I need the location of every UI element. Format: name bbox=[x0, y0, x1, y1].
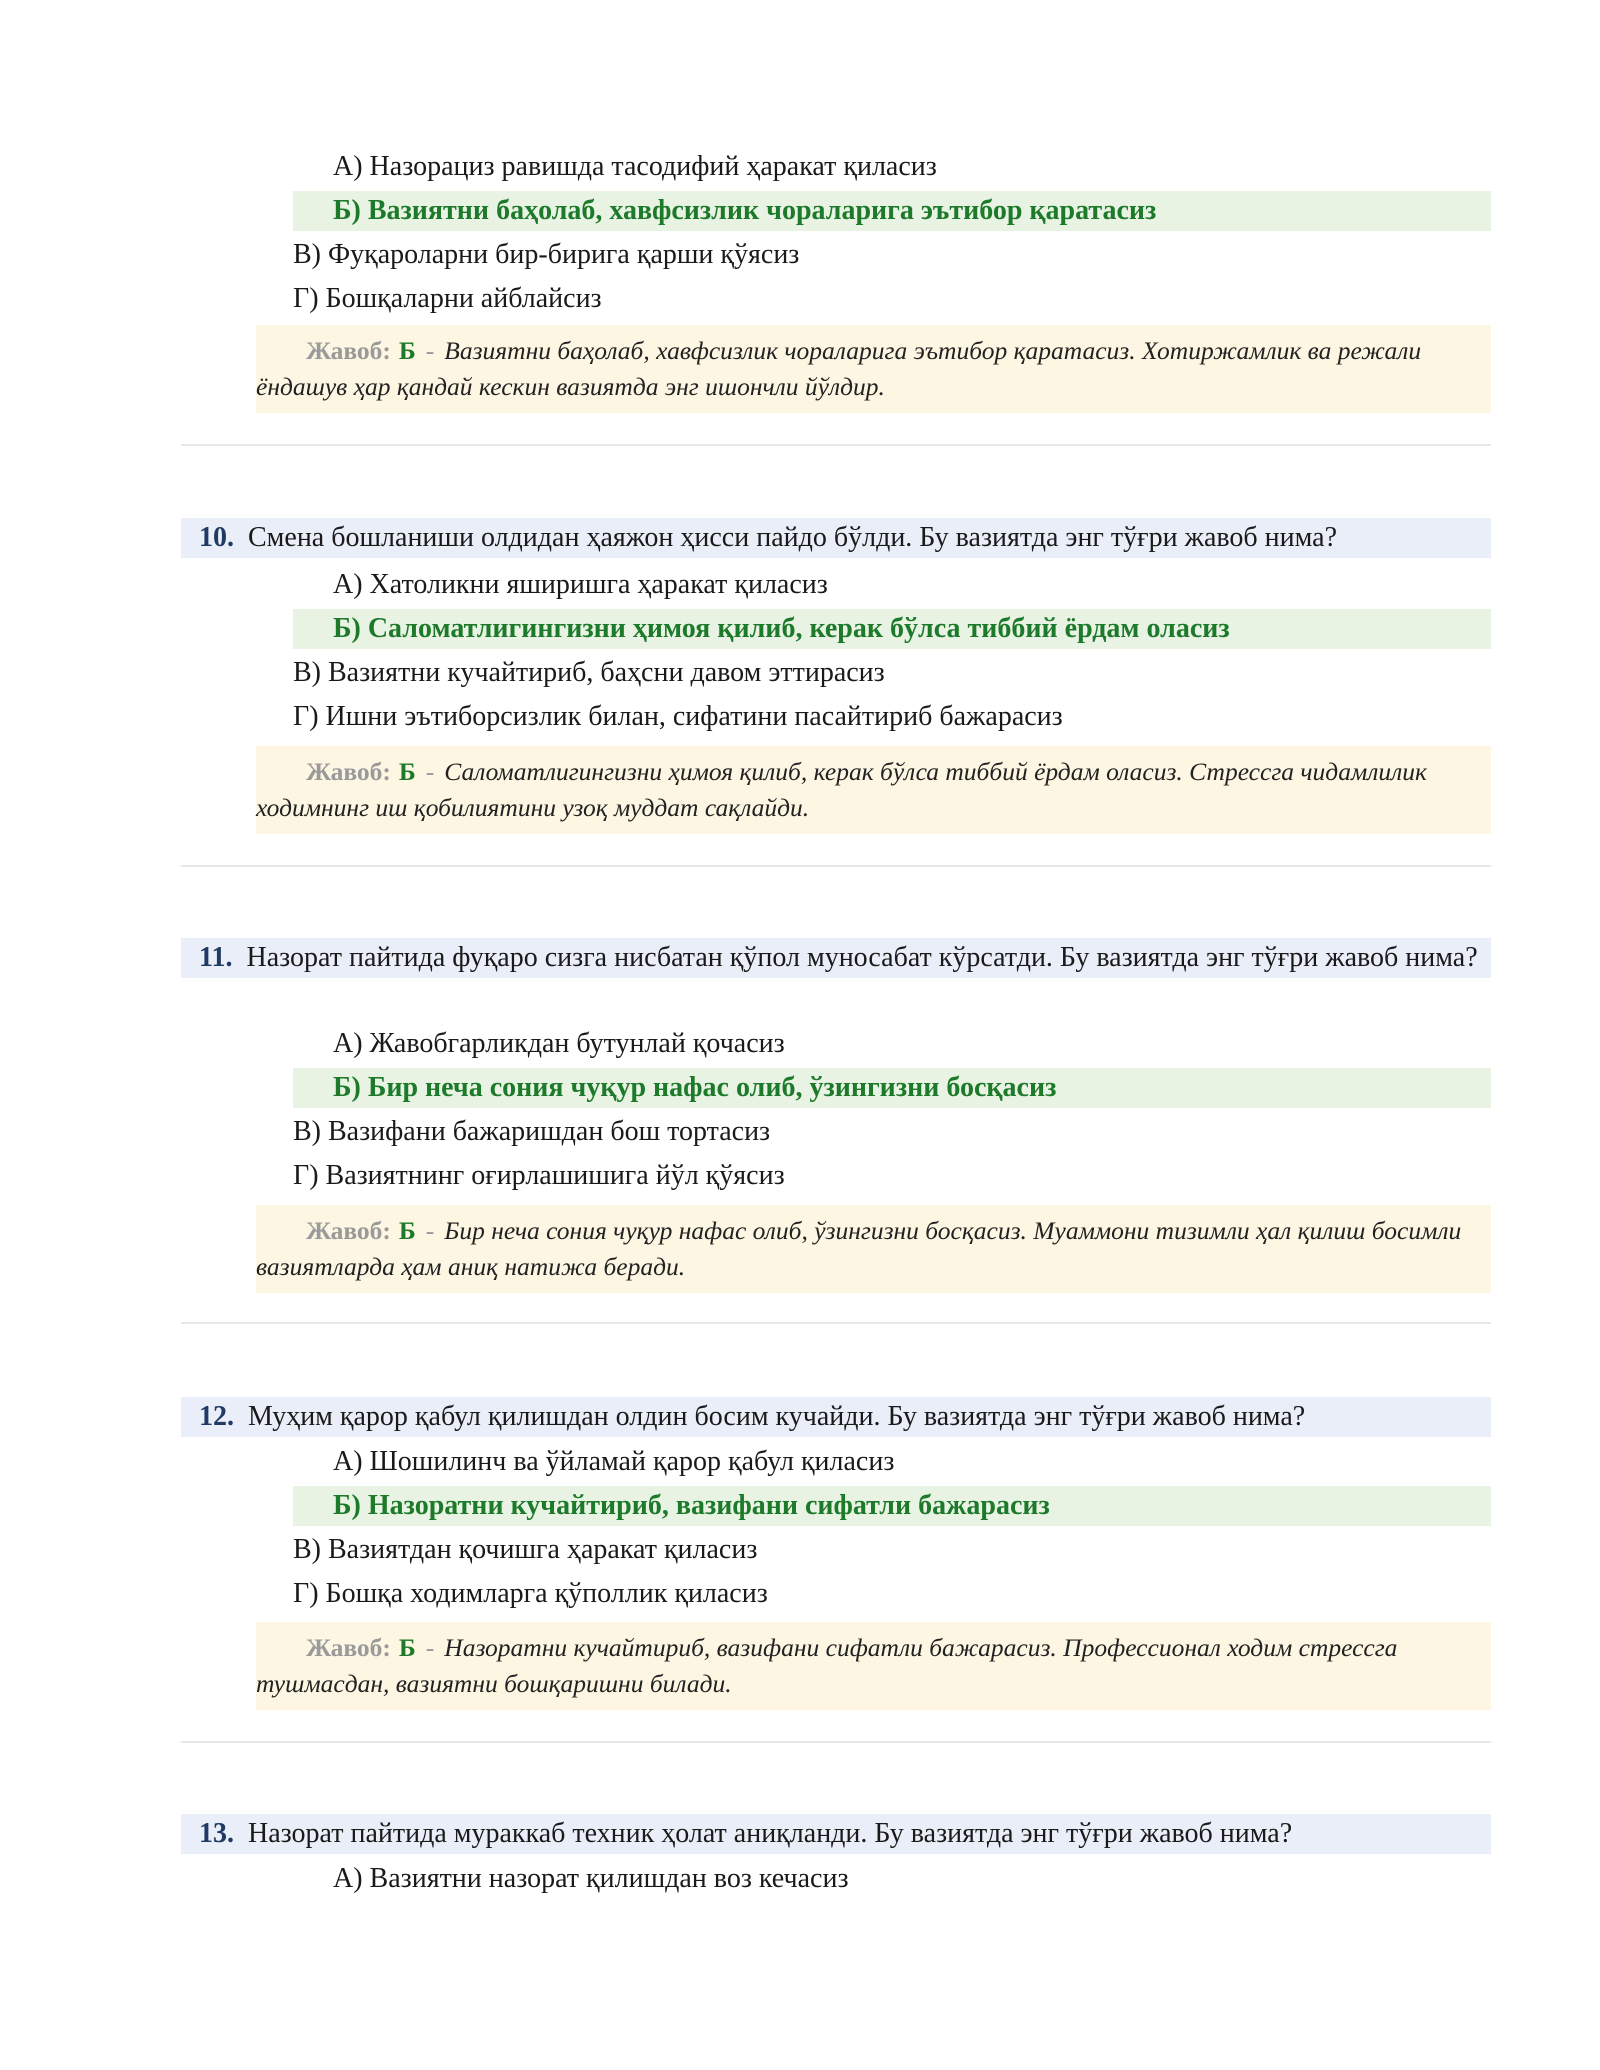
divider bbox=[181, 444, 1491, 446]
answer-label: Жавоб: bbox=[306, 1216, 391, 1245]
answer-label: Жавоб: bbox=[306, 757, 391, 786]
answer-label: Жавоб: bbox=[306, 336, 391, 365]
option-a: А) Шошилинч ва ўйламай қарор қабул қиласиз bbox=[333, 1446, 895, 1477]
option-b-correct: Б) Вазиятни баҳолаб, хавфсизлик чораларига эътибор қаратасиз bbox=[293, 191, 1491, 231]
answer-dash: - bbox=[425, 336, 435, 365]
question-12 bbox=[181, 1397, 1491, 1437]
answer-dash: - bbox=[425, 1633, 435, 1662]
answer-text: Вазиятни баҳолаб, хавфсизлик чораларига эътибор қаратасиз. Хотиржамлик ва режали ёндашув ҳар қандай кескин вазиятда энг ишончли йўлдир. bbox=[256, 336, 1422, 401]
divider bbox=[181, 1322, 1491, 1324]
answer-letter: Б bbox=[398, 1633, 416, 1662]
option-b-correct: Б) Бир неча сония чуқур нафас олиб, ўзингизни босқасиз bbox=[293, 1068, 1491, 1108]
option-b-correct: Б) Саломатлигингизни ҳимоя қилиб, керак бўлса тиббий ёрдам оласиз bbox=[293, 609, 1491, 649]
answer-letter: Б bbox=[398, 757, 416, 786]
answer-dash: - bbox=[425, 757, 435, 786]
option-a: А) Хатоликни яширишга ҳаракат қиласиз bbox=[333, 569, 828, 600]
question-10 bbox=[181, 518, 1491, 558]
question-text: Муҳим қарор қабул қилишдан олдин босим кучайди. Бу вазиятда энг тўғри жавоб нима? bbox=[248, 1401, 1306, 1432]
question-13 bbox=[181, 1814, 1491, 1854]
option-g: Г) Вазиятнинг оғирлашишига йўл қўясиз bbox=[293, 1160, 785, 1191]
answer-letter: Б bbox=[398, 336, 416, 365]
answer-block bbox=[256, 1622, 1491, 1710]
question-number: 10. bbox=[199, 522, 234, 553]
divider bbox=[181, 1741, 1491, 1743]
option-v: В) Фуқароларни бир-бирига қарши қўясиз bbox=[293, 239, 800, 270]
answer-text: Саломатлигингизни ҳимоя қилиб, керак бўлса тиббий ёрдам оласиз. Стрессга чидамлилик ходимнинг иш қобилиятини узоқ муддат сақлайди. bbox=[256, 757, 1427, 822]
answer-text: Бир неча сония чуқур нафас олиб, ўзингизни босқасиз. Муаммони тизимли ҳал қилиш босимли вазиятларда ҳам аниқ натижа беради. bbox=[256, 1216, 1462, 1281]
answer-text: Назоратни кучайтириб, вазифани сифатли бажарасиз. Профессионал ходим стрессга тушмасдан, вазиятни бошқаришни билади. bbox=[256, 1633, 1398, 1698]
answer-block bbox=[256, 746, 1491, 834]
option-a: А) Назорациз равишда тасодифий ҳаракат қиласиз bbox=[333, 151, 937, 182]
answer-block bbox=[256, 1205, 1491, 1293]
option-v: В) Вазифани бажаришдан бош тортасиз bbox=[293, 1116, 771, 1147]
question-text: Назорат пайтида фуқаро сизга нисбатан қўпол муносабат кўрсатди. Бу вазиятда энг тўғри жавоб нима? bbox=[246, 942, 1478, 973]
option-a: А) Вазиятни назорат қилишдан воз кечасиз bbox=[333, 1863, 849, 1894]
option-g: Г) Бошқа ходимларга қўполлик қиласиз bbox=[293, 1578, 768, 1609]
option-b-correct: Б) Назоратни кучайтириб, вазифани сифатли бажарасиз bbox=[293, 1486, 1491, 1526]
answer-dash: - bbox=[425, 1216, 435, 1245]
question-text: Назорат пайтида мураккаб техник ҳолат аниқланди. Бу вазиятда энг тўғри жавоб нима? bbox=[248, 1818, 1293, 1849]
answer-label: Жавоб: bbox=[306, 1633, 391, 1662]
option-v: В) Вазиятни кучайтириб, баҳсни давом эттирасиз bbox=[293, 657, 885, 688]
question-number: 12. bbox=[199, 1401, 234, 1432]
option-g: Г) Ишни эътиборсизлик билан, сифатини пасайтириб бажарасиз bbox=[293, 701, 1063, 732]
option-a: А) Жавобгарликдан бутунлай қочасиз bbox=[333, 1028, 785, 1059]
divider bbox=[181, 865, 1491, 867]
question-text: Смена бошланиши олдидан ҳаяжон ҳисси пайдо бўлди. Бу вазиятда энг тўғри жавоб нима? bbox=[248, 522, 1338, 553]
question-number: 13. bbox=[199, 1818, 234, 1849]
question-number: 11. bbox=[199, 942, 233, 973]
option-v: В) Вазиятдан қочишга ҳаракат қиласиз bbox=[293, 1534, 758, 1565]
question-11 bbox=[181, 938, 1491, 978]
answer-letter: Б bbox=[398, 1216, 416, 1245]
answer-block bbox=[256, 325, 1491, 413]
option-g: Г) Бошқаларни айблайсиз bbox=[293, 283, 602, 314]
